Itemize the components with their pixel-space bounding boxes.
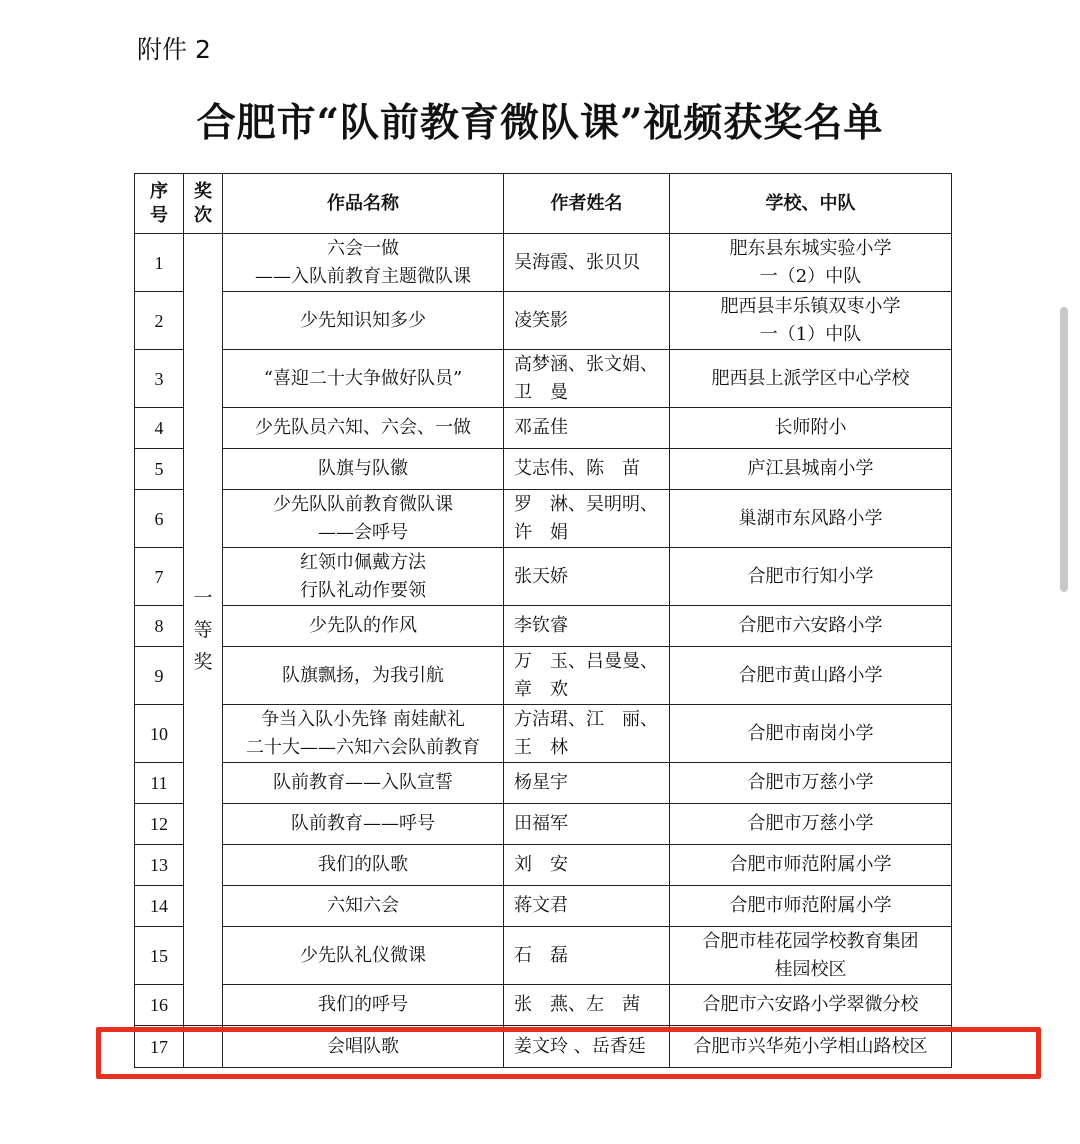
cell-seq: 15 bbox=[135, 927, 184, 985]
cell-school: 合肥市黄山路小学 bbox=[670, 647, 952, 705]
cell-seq: 13 bbox=[135, 845, 184, 886]
cell-school: 合肥市兴华苑小学相山路校区 bbox=[670, 1026, 952, 1068]
attachment-label: 附件 2 bbox=[137, 35, 211, 64]
cell-author: 杨星宇 bbox=[504, 763, 670, 804]
cell-seq: 5 bbox=[135, 449, 184, 490]
cell-school: 合肥市南岗小学 bbox=[670, 705, 952, 763]
cell-seq: 4 bbox=[135, 408, 184, 449]
cell-work: 队前教育——呼号 bbox=[223, 804, 504, 845]
cell-school: 合肥市万慈小学 bbox=[670, 763, 952, 804]
cell-seq: 2 bbox=[135, 292, 184, 350]
table-body bbox=[135, 234, 952, 1068]
cell-work: 队旗与队徽 bbox=[223, 449, 504, 490]
cell-seq: 7 bbox=[135, 548, 184, 606]
cell-author: 张天娇 bbox=[504, 548, 670, 606]
cell-work: 红领巾佩戴方法 行队礼动作要领 bbox=[223, 548, 504, 606]
cell-school: 合肥市六安路小学 bbox=[670, 606, 952, 647]
cell-school: 合肥市万慈小学 bbox=[670, 804, 952, 845]
cell-work: 会唱队歌 bbox=[223, 1026, 504, 1068]
cell-author: 田福军 bbox=[504, 804, 670, 845]
table-row bbox=[135, 408, 952, 449]
cell-work: 六会一做 ——入队前教育主题微队课 bbox=[223, 234, 504, 292]
header-author: 作者姓名 bbox=[504, 174, 670, 234]
cell-work: 少先队队前教育微队课 ——会呼号 bbox=[223, 490, 504, 548]
cell-author: 姜文玲 、岳香廷 bbox=[504, 1026, 670, 1068]
cell-school: 合肥市行知小学 bbox=[670, 548, 952, 606]
cell-seq: 14 bbox=[135, 886, 184, 927]
table-row bbox=[135, 606, 952, 647]
cell-work: 我们的队歌 bbox=[223, 845, 504, 886]
cell-author: 李钦睿 bbox=[504, 606, 670, 647]
header-seq: 序 号 bbox=[135, 174, 184, 234]
table-row bbox=[135, 705, 952, 763]
cell-work: 少先队礼仪微课 bbox=[223, 927, 504, 985]
cell-work: “喜迎二十大争做好队员” bbox=[223, 350, 504, 408]
cell-seq: 17 bbox=[135, 1026, 184, 1068]
table-row bbox=[135, 985, 952, 1026]
cell-work: 争当入队小先锋 南娃献礼 二十大——六知六会队前教育 bbox=[223, 705, 504, 763]
cell-author: 石 磊 bbox=[504, 927, 670, 985]
table-row bbox=[135, 647, 952, 705]
highlight-box bbox=[96, 1027, 1041, 1079]
table-row bbox=[135, 350, 952, 408]
table-row bbox=[135, 449, 952, 490]
table-row bbox=[135, 292, 952, 350]
cell-author: 罗 淋、吴明明、 许 娟 bbox=[504, 490, 670, 548]
cell-seq: 12 bbox=[135, 804, 184, 845]
cell-author: 高梦涵、张文娟、 卫 曼 bbox=[504, 350, 670, 408]
cell-school: 肥东县东城实验小学 一（2）中队 bbox=[670, 234, 952, 292]
table-row bbox=[135, 845, 952, 886]
cell-work: 少先知识知多少 bbox=[223, 292, 504, 350]
cell-seq: 1 bbox=[135, 234, 184, 292]
cell-school: 庐江县城南小学 bbox=[670, 449, 952, 490]
cell-school: 肥西县上派学区中心学校 bbox=[670, 350, 952, 408]
cell-work: 少先队的作风 bbox=[223, 606, 504, 647]
table-header-row bbox=[135, 174, 952, 234]
cell-school: 合肥市师范附属小学 bbox=[670, 845, 952, 886]
cell-seq: 9 bbox=[135, 647, 184, 705]
cell-author: 蒋文君 bbox=[504, 886, 670, 927]
header-work: 作品名称 bbox=[223, 174, 504, 234]
cell-seq: 6 bbox=[135, 490, 184, 548]
table-row bbox=[135, 234, 952, 292]
cell-author: 张 燕、左 茜 bbox=[504, 985, 670, 1026]
cell-school: 长师附小 bbox=[670, 408, 952, 449]
cell-seq: 3 bbox=[135, 350, 184, 408]
table-row bbox=[135, 886, 952, 927]
cell-school: 合肥市师范附属小学 bbox=[670, 886, 952, 927]
cell-work: 队旗飘扬，为我引航 bbox=[223, 647, 504, 705]
table-row bbox=[135, 548, 952, 606]
cell-author: 吴海霞、张贝贝 bbox=[504, 234, 670, 292]
cell-school: 合肥市六安路小学翠微分校 bbox=[670, 985, 952, 1026]
header-award: 奖 次 bbox=[184, 174, 223, 234]
cell-author: 万 玉、吕曼曼、 章 欢 bbox=[504, 647, 670, 705]
cell-school: 肥西县丰乐镇双枣小学 一（1）中队 bbox=[670, 292, 952, 350]
cell-author: 邓孟佳 bbox=[504, 408, 670, 449]
cell-school: 巢湖市东风路小学 bbox=[670, 490, 952, 548]
cell-school: 合肥市桂花园学校教育集团 桂园校区 bbox=[670, 927, 952, 985]
cell-seq: 8 bbox=[135, 606, 184, 647]
cell-seq: 10 bbox=[135, 705, 184, 763]
cell-work: 六知六会 bbox=[223, 886, 504, 927]
cell-author: 凌笑影 bbox=[504, 292, 670, 350]
table-row bbox=[135, 927, 952, 985]
scrollbar-thumb[interactable] bbox=[1060, 307, 1068, 592]
cell-work: 我们的呼号 bbox=[223, 985, 504, 1026]
header-school: 学校、中队 bbox=[670, 174, 952, 234]
cell-work: 少先队员六知、六会、一做 bbox=[223, 408, 504, 449]
award-table bbox=[134, 173, 952, 1068]
cell-author: 方洁珺、江 丽、 王 林 bbox=[504, 705, 670, 763]
cell-seq: 16 bbox=[135, 985, 184, 1026]
document-title: 合肥市“队前教育微队课”视频获奖名单 bbox=[196, 100, 884, 146]
cell-award-first: 一 等 奖 bbox=[184, 234, 223, 1026]
table-row bbox=[135, 804, 952, 845]
cell-author: 艾志伟、陈 苗 bbox=[504, 449, 670, 490]
cell-author: 刘 安 bbox=[504, 845, 670, 886]
cell-work: 队前教育——入队宣誓 bbox=[223, 763, 504, 804]
cell-seq: 11 bbox=[135, 763, 184, 804]
table-row bbox=[135, 763, 952, 804]
table-row bbox=[135, 490, 952, 548]
